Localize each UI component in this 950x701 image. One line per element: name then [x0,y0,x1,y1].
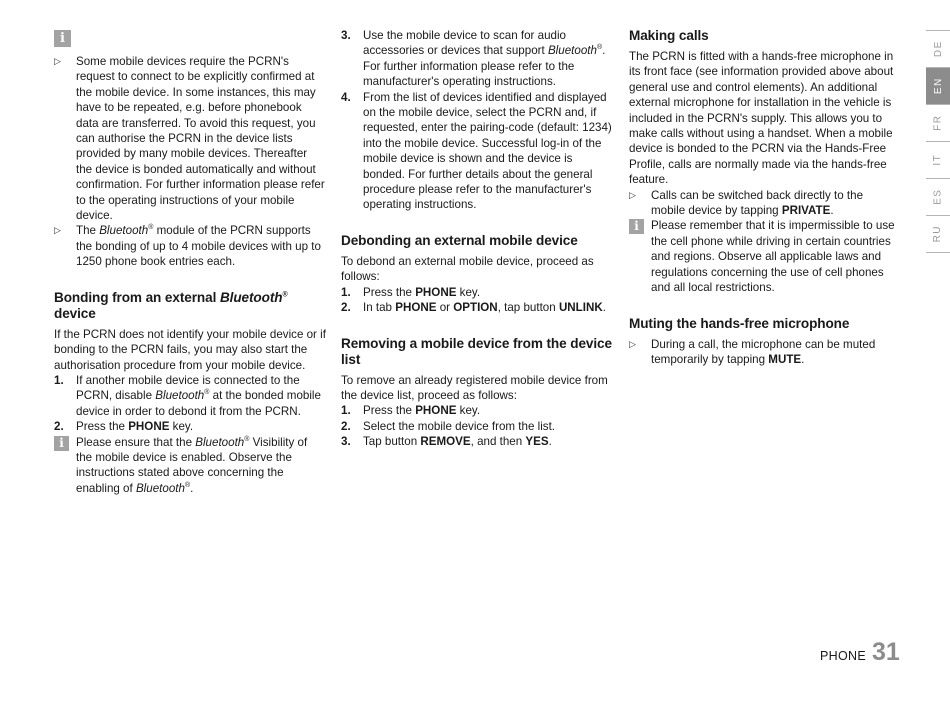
remove-step-3 [341,434,613,449]
text-fragment: . [801,352,805,366]
bonding-intro: If the PCRN does not identify your mobile device or if bonding to the PCRN fails, you may also start the authorisation procedure from your mobile device. [54,327,326,372]
heading-bonding-external [54,290,326,322]
section-name: PHONE [820,649,866,663]
heading-making-calls: Making calls [629,28,709,43]
debond-step-2 [341,300,613,315]
key-name: PRIVATE [781,204,831,218]
registered-mark: ® [204,389,210,397]
bullet-arrow-icon: ▷ [629,338,636,349]
text-fragment: Visibility of the mobile device is enabled. Observe the instructions stated above concerning the enabling of [76,435,308,495]
step-4 [341,90,613,213]
key-name: PHONE [395,301,437,315]
lang-tab-ru[interactable] [926,215,950,253]
text-fragment: If another mobile device is connected to the PCRN, disable [76,373,300,403]
note-text: Please remember that it is impermissible to use the cell phone while driving in certain countries and regions. Observe all applicable laws and regulations concerning the use of cell phones and all local restrictions. [651,219,895,295]
heading-text: Bonding from an external [54,289,220,305]
remove-step-2 [341,419,613,434]
lang-tab-label: RU [932,225,944,243]
text-fragment: key. [456,285,481,299]
text-fragment: Please ensure that the [76,435,196,449]
remove-intro: To remove an already registered mobile device from the device list, proceed as follows: [341,373,608,402]
lang-tab-de[interactable] [926,30,950,67]
text-fragment: Tap button [363,435,421,449]
step-number: 1. [341,404,351,418]
text-fragment: Press the [363,285,416,299]
step-2 [54,419,326,434]
lang-tab-label: EN [932,77,944,95]
lang-tab-es[interactable] [926,178,950,215]
remove-step-1 [341,403,613,418]
step-3 [341,28,613,90]
lang-tab-it[interactable] [926,141,950,178]
page-footer [820,638,900,666]
text-fragment: During a call, the microphone can be muted temporarily by tapping [651,337,876,366]
text-fragment: key. [456,404,481,418]
registered-mark: ® [148,224,154,232]
text-fragment: , and then [470,435,526,449]
lang-tab-fr[interactable] [926,104,950,141]
debond-intro: To debond an external mobile device, proceed as follows: [341,254,594,284]
lang-tab-label: ES [932,188,944,206]
bullet-private [629,188,899,219]
step-text: From the list of devices identified and displayed on the mobile device, select the PCRN and, if requested, enter the pairing-code (default: 1234) into the mobile device. Successful log-in of the mobile device is shown and the device is bonded. For further details about the general procedure please refer to the manufacturer's operating instructions. [363,90,612,212]
bullet-text: Some mobile devices require the PCRN's request to connect to be explicitly confirmed at the mobile device. In some instances, this may have to be repeated, e.g. before phonebook data are transferred. To avoid this request, you can authorise the PCRN in the device lists provided by many mobile devices. Thereafter the device is bonded automatically and without confirmation. For further information please refer to the operating instructions of your mobile device. [76,55,325,223]
text-fragment: at the bonded mobile device in order to debond it from the PCRN. [76,389,321,418]
key-name: MUTE [768,352,802,366]
bluetooth-term: Bluetooth [547,44,597,58]
registered-mark: ® [596,44,603,52]
registered-mark: ® [282,291,288,299]
text-fragment: Calls can be switched back directly to the mobile device by tapping [651,188,864,218]
key-name: YES [525,435,549,449]
step-number: 3. [341,435,351,449]
step-number: 3. [341,29,351,42]
text-fragment: Press the [363,404,416,418]
key-name: PHONE [128,420,170,434]
bullet-bonding-capacity [54,223,326,269]
registered-mark: ® [184,481,191,489]
bluetooth-term: Bluetooth [155,389,205,403]
text-fragment: Use the mobile device to scan for audio accessories or devices that support [363,29,567,58]
language-tabs [926,30,950,253]
bluetooth-term: Bluetooth [99,224,149,238]
step-text: Select the mobile device from the list. [363,419,556,433]
text-fragment: . [548,435,552,449]
lang-tab-en[interactable] [926,67,950,104]
step-number: 2. [341,419,351,433]
bullet-arrow-icon: ▷ [54,225,61,236]
key-name: REMOVE [420,435,471,449]
text-fragment: . [190,481,194,495]
key-name: PHONE [415,285,457,299]
info-icon: i [629,219,644,234]
bullet-mute [629,337,899,368]
text-fragment: . For further information please refer to the manufacturer's operating instructions. [363,44,606,89]
bluetooth-term: Bluetooth [219,289,283,305]
text-fragment: Press the [76,420,129,434]
lang-tab-label: FR [932,114,944,132]
key-name: UNLINK [558,301,603,315]
text-fragment: . [830,204,834,218]
heading-text: device [54,305,96,321]
bluetooth-term: Bluetooth [195,435,245,449]
heading-debonding: Debonding an external mobile device [341,232,578,248]
step-number: 1. [341,285,351,299]
text-fragment: The [76,224,100,238]
step-1 [54,373,326,419]
heading-removing: Removing a mobile device from the device list [341,335,612,367]
heading-muting: Muting the hands-free microphone [629,315,850,331]
text-fragment: or [436,301,454,315]
bullet-arrow-icon: ▷ [629,189,636,200]
bullet-arrow-icon: ▷ [54,56,61,66]
lang-tab-label: IT [932,154,944,166]
text-fragment: module of the PCRN supports the bonding of up to 4 mobile devices with up to 1250 phone book entries each. [76,224,321,269]
lang-tab-label: DE [932,40,944,58]
column-3 [629,28,899,367]
note-driving-laws [629,218,899,295]
debond-step-1 [341,285,613,300]
page-number: 31 [871,638,900,666]
bullet-confirm-request [54,54,326,223]
step-number: 4. [341,90,351,104]
text-fragment: . [602,301,606,315]
key-name: PHONE [415,404,457,418]
text-fragment: , tap button [497,301,559,315]
text-fragment: In tab [363,301,396,315]
text-fragment: key. [169,420,194,434]
note-visibility [54,435,326,497]
step-number: 2. [341,301,351,315]
bluetooth-term: Bluetooth [135,481,185,495]
column-2 [341,28,613,450]
info-icon: i [54,30,71,47]
step-number: 2. [54,420,64,434]
key-name: OPTION [453,301,498,315]
calls-body: The PCRN is fitted with a hands-free microphone in its front face (see information provided above about general use and control elements). An additional external microphone for installation in the vehicle is included in the PCRN's supply. This allows you to make calls without using a handset. When a mobile device is bonded to the PCRN via the Hands-Free Profile, calls are normally made via the hands-free feature. [629,50,894,187]
info-icon: i [54,436,69,451]
registered-mark: ® [244,435,250,443]
step-number: 1. [54,373,64,387]
column-1 [54,28,326,496]
